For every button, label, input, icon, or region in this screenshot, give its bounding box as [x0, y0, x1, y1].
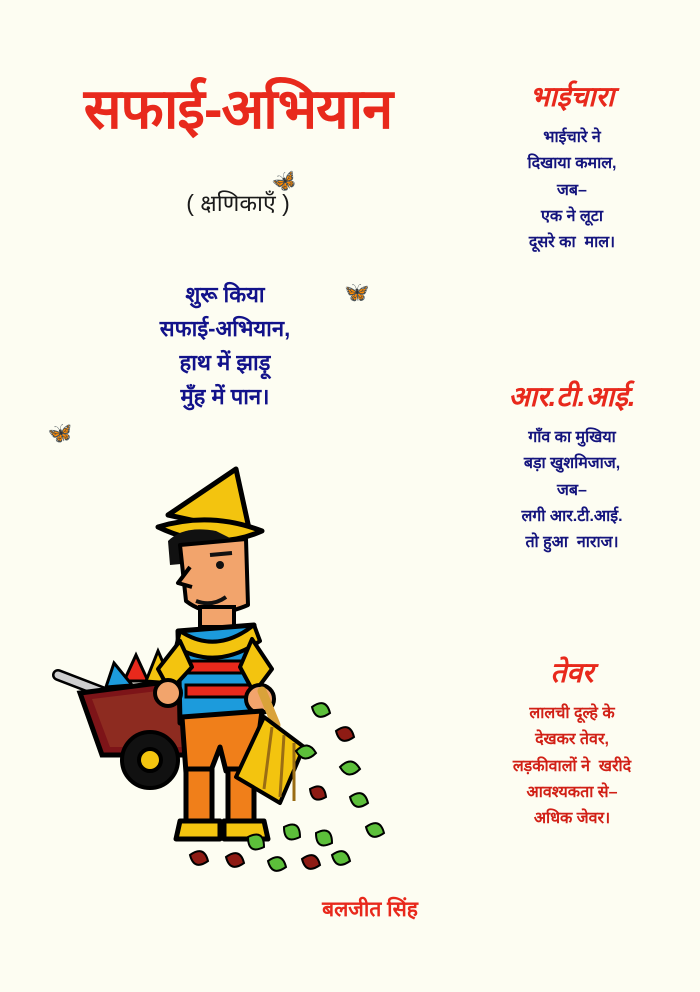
- poem-line: दिखाया कमाल,: [527, 155, 617, 173]
- poem-line: दूसरे का माल।: [528, 234, 616, 252]
- opening-verse: [60, 278, 390, 414]
- man-with-broom-and-wheelbarrow-illustration: [40, 455, 440, 895]
- poem-line: आवश्यकता से–: [526, 783, 618, 801]
- poem-body: [462, 701, 682, 833]
- butterfly-icon: 🦋: [269, 167, 300, 197]
- verse-line: शुरू किया: [185, 282, 265, 307]
- butterfly-icon: 🦋: [46, 421, 74, 447]
- page-subtitle: ( क्षणिकाएँ ): [186, 190, 290, 216]
- poem-title: भाईचारा: [529, 81, 615, 112]
- poem-line: जब–: [557, 181, 587, 199]
- poem-line: एक ने लूटा: [541, 207, 603, 225]
- poem-tevar: [462, 658, 682, 833]
- poem-line: अधिक जेवर।: [533, 810, 611, 828]
- page-title: सफाई-अभियान: [83, 77, 393, 140]
- poem-line: तो हुआ नाराज।: [525, 534, 619, 552]
- poem-line: जब–: [557, 481, 587, 499]
- verse-line: सफाई-अभियान,: [159, 316, 291, 342]
- poem-line: बड़ा खुशमिजाज,: [523, 455, 621, 473]
- butterfly-icon: 🦋: [342, 280, 371, 306]
- poem-bhaichara: [462, 82, 682, 257]
- poem-body: [462, 425, 682, 557]
- poem-line: लड़कीवालों ने खरीदे: [512, 757, 632, 775]
- poem-line: भाईचारे ने: [543, 128, 601, 146]
- author-name: बलजीत सिंह: [322, 898, 418, 921]
- poem-line: लगी आर.टी.आई.: [521, 507, 623, 525]
- poem-body: [462, 125, 682, 257]
- poem-line: गाँव का मुखिया: [528, 428, 616, 446]
- verse-line: मुँह में पान।: [180, 384, 270, 410]
- poem-title: तेवर: [550, 657, 594, 688]
- poem-line: देखकर तेवर,: [535, 731, 609, 749]
- poem-rti: [462, 382, 682, 557]
- verse-line: हाथ में झाड़ू: [179, 350, 271, 376]
- poem-title: आर.टी.आई.: [508, 381, 636, 412]
- poem-line: लालची दूल्हे के: [529, 704, 615, 722]
